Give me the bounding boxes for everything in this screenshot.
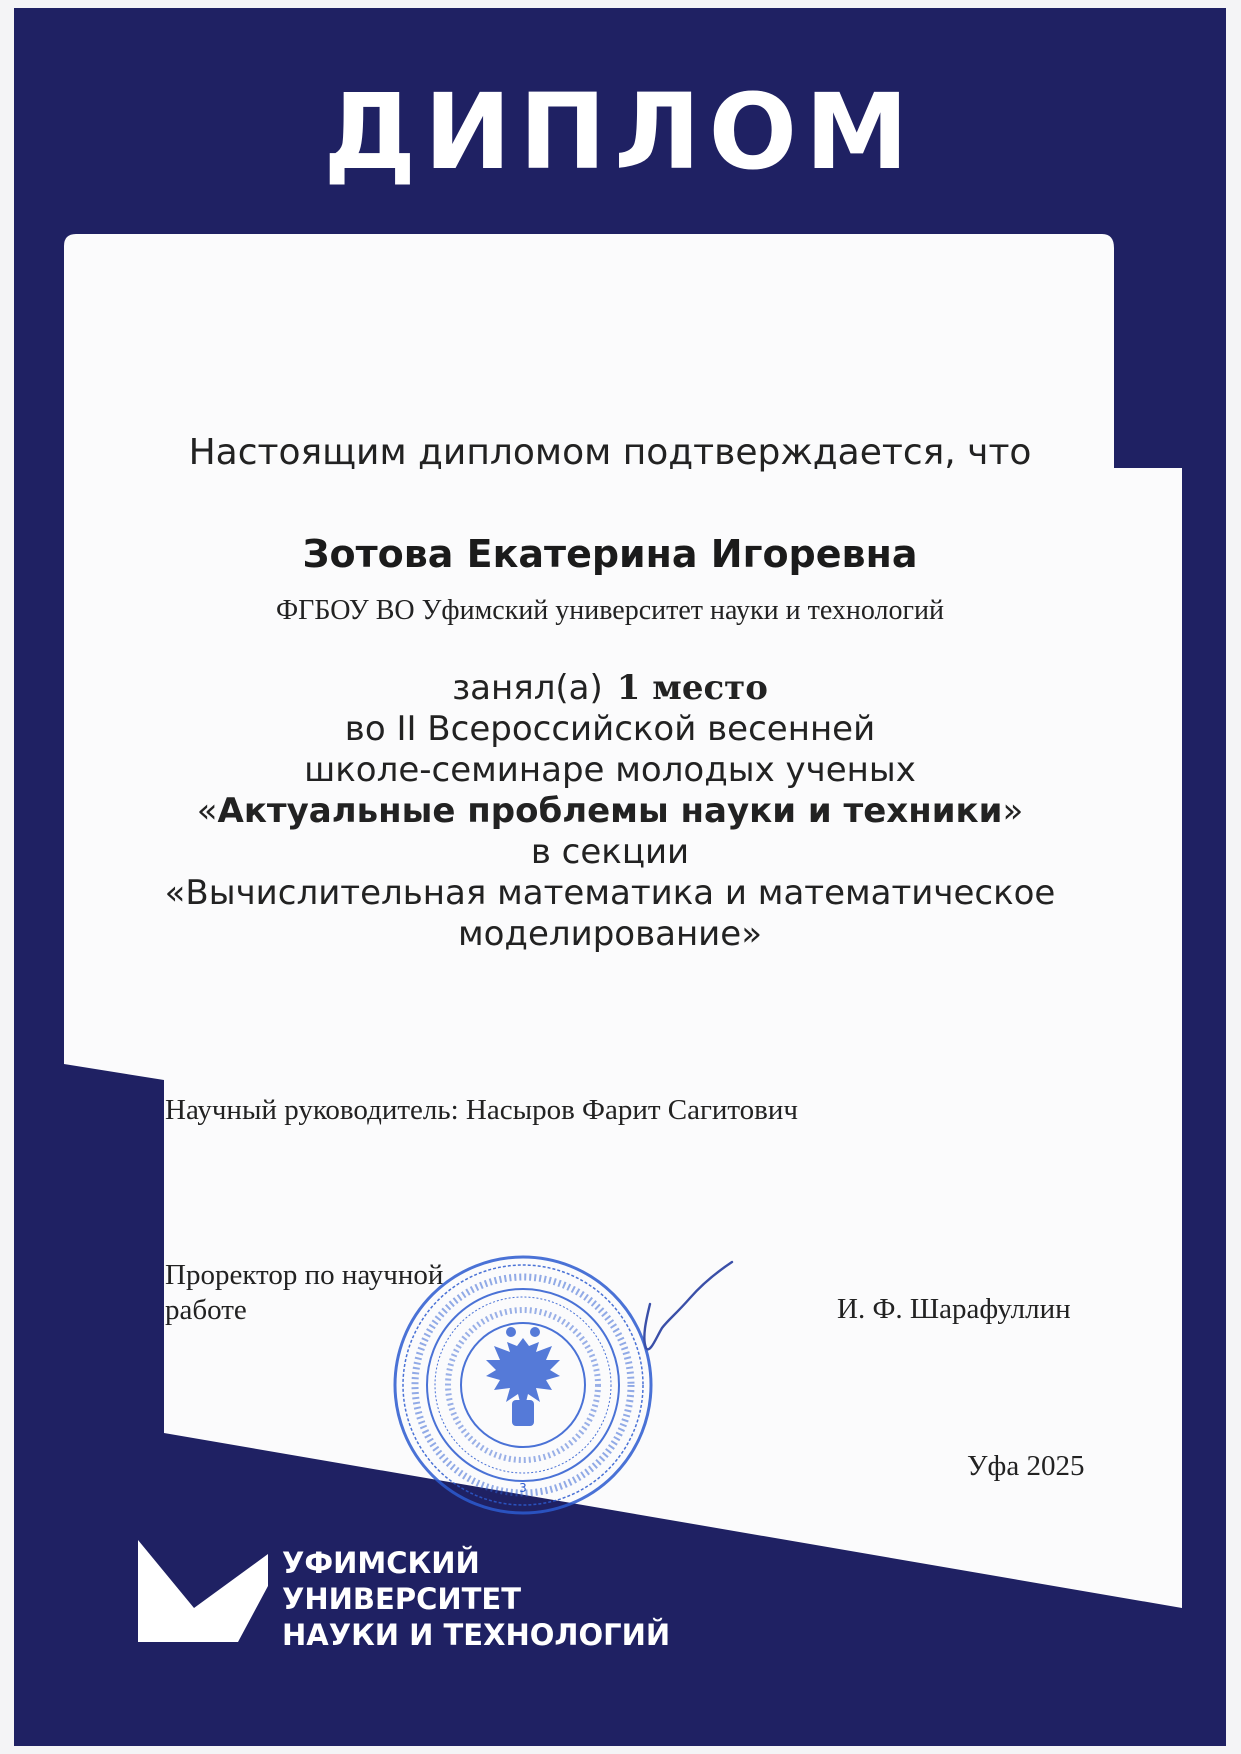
section-line-1: «Вычислительная математика и математическое xyxy=(164,873,1056,913)
handwritten-signature xyxy=(620,1258,740,1378)
diploma-title: ДИПЛОМ xyxy=(323,71,917,193)
recipient-organization: ФГБОУ ВО Уфимский университет науки и технологий xyxy=(276,595,944,626)
eagle-emblem-icon xyxy=(486,1327,560,1426)
stamp-number: 3 xyxy=(519,1481,527,1495)
event-name: Актуальные проблемы науки и техники xyxy=(217,791,1003,831)
logo-line-1: УФИМСКИЙ xyxy=(282,1546,480,1580)
event-name-line xyxy=(130,791,1090,832)
signer-name: И. Ф. Шарафуллин xyxy=(837,1293,1071,1325)
intro-text: Настоящим дипломом подтверждается, что xyxy=(188,432,1032,473)
university-logo-icon xyxy=(138,1540,268,1642)
city-year: Уфа 2025 xyxy=(967,1450,1085,1482)
recipient-name: Зотова Екатерина Игоревна xyxy=(302,532,918,576)
supervisor-line: Научный руководитель: Насыров Фарит Сагитович xyxy=(165,1094,798,1126)
event-line-1: во II Всероссийской весенней xyxy=(344,709,876,749)
event-line-2: школе-семинаре молодых ученых xyxy=(304,750,916,790)
university-logo-text xyxy=(282,1545,670,1653)
place-text: 1 место xyxy=(616,668,768,708)
section-line-2: моделирование» xyxy=(457,914,762,954)
official-stamp-seal xyxy=(388,1250,658,1520)
quote-open: « xyxy=(196,791,218,831)
signer-role-line-1: Проректор по научной xyxy=(165,1259,444,1291)
section-prefix: в секции xyxy=(530,832,690,872)
award-block xyxy=(130,668,1090,955)
signer-role-line-2: работе xyxy=(165,1294,247,1326)
place-line xyxy=(130,668,1090,709)
quote-close: » xyxy=(1002,791,1024,831)
logo-line-2: УНИВЕРСИТЕТ xyxy=(282,1582,521,1616)
took-text: занял(а) xyxy=(452,668,603,708)
logo-line-3: НАУКИ И ТЕХНОЛОГИЙ xyxy=(282,1618,671,1652)
